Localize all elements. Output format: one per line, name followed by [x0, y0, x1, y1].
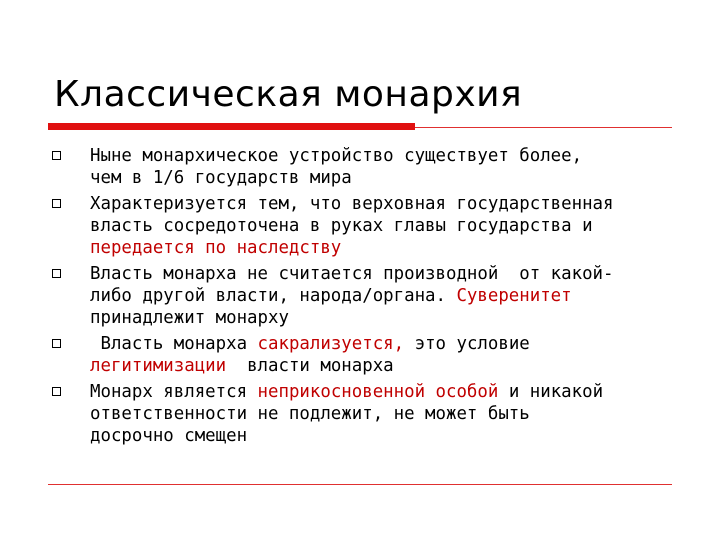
bullet-line	[90, 193, 680, 215]
bullet-text: принадлежит монарху	[90, 308, 289, 328]
highlighted-term: Суверенитет	[456, 286, 572, 306]
bullet-text: Власть монарха не считается производной от какой-	[90, 264, 614, 284]
bullet-text: ответственности не подлежит, не может быть	[90, 404, 530, 424]
bullet-line	[90, 167, 680, 189]
bullet-item	[50, 145, 680, 189]
bullet-text: Монарх является	[90, 382, 258, 402]
bullet-text: либо другой власти, народа/органа.	[90, 286, 457, 306]
bullet-item	[50, 193, 680, 259]
bullet-line	[90, 285, 680, 307]
bullet-text: Власть монарха	[90, 334, 258, 354]
hollow-square-icon	[52, 199, 61, 208]
bullet-line	[90, 307, 680, 329]
bullet-line	[90, 237, 680, 259]
highlighted-term: неприкосновенной особой	[257, 382, 499, 402]
bullet-item	[50, 381, 680, 447]
bullet-list	[50, 145, 680, 447]
bullet-line	[90, 263, 680, 285]
bullet-text: власть сосредоточена в руках главы государства и	[90, 216, 593, 236]
bullet-line	[90, 425, 680, 447]
slide-title: Классическая монархия	[54, 74, 523, 115]
bullet-item	[50, 333, 680, 377]
bullet-text: досрочно смещен	[90, 426, 248, 446]
highlighted-term: сакрализуется,	[257, 334, 405, 354]
bullet-text: власти монарха	[226, 356, 394, 376]
bullet-line	[90, 145, 680, 167]
bullet-line	[90, 381, 680, 403]
bullet-text: чем в 1/6 государств мира	[90, 168, 352, 188]
bullet-line	[90, 355, 680, 377]
bullet-line	[90, 403, 680, 425]
bullet-text: и никакой	[498, 382, 604, 402]
hollow-square-icon	[52, 339, 61, 348]
bullet-text: это условие	[404, 334, 530, 354]
hollow-square-icon	[52, 387, 61, 396]
title-divider-accent	[48, 123, 415, 130]
bullet-line	[90, 333, 680, 355]
hollow-square-icon	[52, 151, 61, 160]
bullet-item	[50, 263, 680, 329]
highlighted-term: легитимизации	[90, 356, 227, 376]
bullet-text: Характеризуется тем, что верховная государственная	[90, 194, 614, 214]
highlighted-term: передается по наследству	[90, 238, 342, 258]
hollow-square-icon	[52, 269, 61, 278]
bullet-line	[90, 215, 680, 237]
footer-divider	[48, 484, 672, 485]
bullet-text: Ныне монархическое устройство существует более,	[90, 146, 583, 166]
